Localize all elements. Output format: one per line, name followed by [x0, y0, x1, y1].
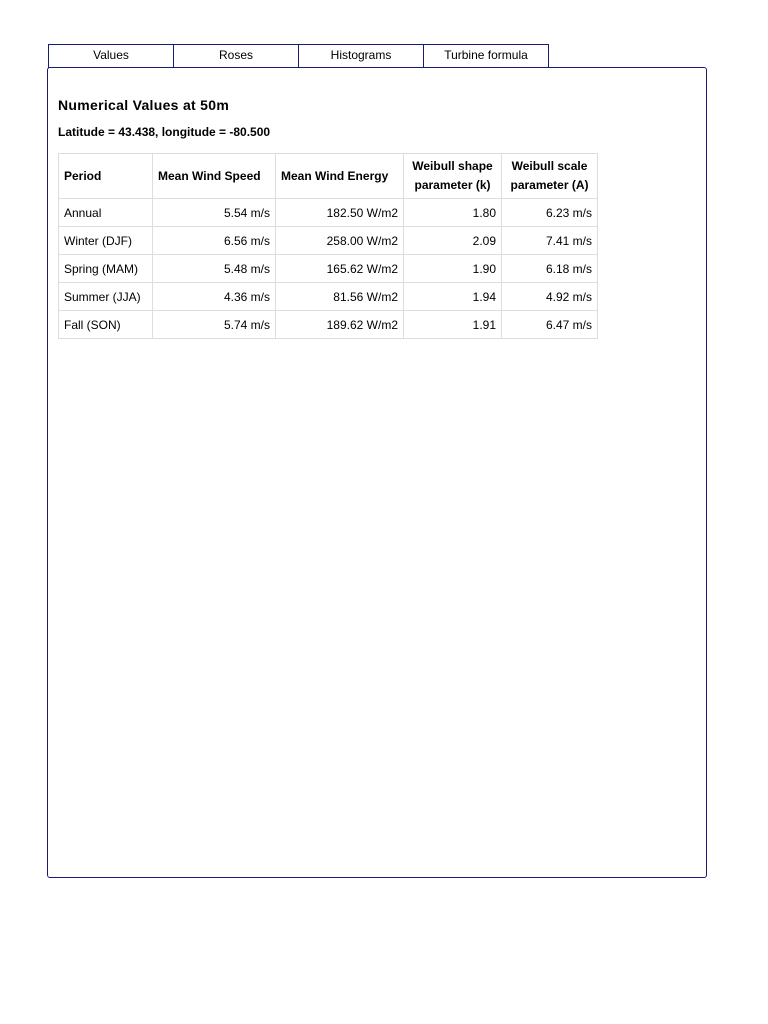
weibull-scale-cell: 7.41 m/s — [502, 227, 598, 255]
panel-title: Numerical Values at 50m — [58, 97, 230, 113]
tab-values[interactable]: Values — [48, 44, 174, 68]
mean-wind-energy-cell: 258.00 W/m2 — [276, 227, 404, 255]
column-header-mean-wind-energy: Mean Wind Energy — [276, 154, 404, 199]
column-header-period: Period — [59, 154, 153, 199]
period-cell: Winter (DJF) — [59, 227, 153, 255]
weibull-shape-cell: 1.90 — [404, 255, 502, 283]
mean-wind-energy-cell: 182.50 W/m2 — [276, 199, 404, 227]
table-row — [59, 311, 598, 339]
weibull-shape-cell: 1.94 — [404, 283, 502, 311]
period-cell: Fall (SON) — [59, 311, 153, 339]
coordinates-label: Latitude = 43.438, longitude = -80.500 — [58, 125, 271, 139]
weibull-shape-cell: 1.91 — [404, 311, 502, 339]
tab-bar — [48, 44, 549, 68]
mean-wind-speed-cell: 5.54 m/s — [153, 199, 276, 227]
period-cell: Summer (JJA) — [59, 283, 153, 311]
weibull-scale-cell: 6.23 m/s — [502, 199, 598, 227]
values-panel — [47, 67, 707, 878]
column-header-mean-wind-speed: Mean Wind Speed — [153, 154, 276, 199]
table-header-row — [59, 154, 598, 199]
table-row — [59, 199, 598, 227]
mean-wind-energy-cell: 165.62 W/m2 — [276, 255, 404, 283]
period-cell: Spring (MAM) — [59, 255, 153, 283]
table-row — [59, 255, 598, 283]
mean-wind-speed-cell: 5.74 m/s — [153, 311, 276, 339]
table-row — [59, 227, 598, 255]
mean-wind-speed-cell: 6.56 m/s — [153, 227, 276, 255]
column-header-weibull-shape: Weibull shape parameter (k) — [404, 154, 502, 199]
weibull-scale-cell: 6.47 m/s — [502, 311, 598, 339]
weibull-shape-cell: 1.80 — [404, 199, 502, 227]
tab-roses[interactable]: Roses — [174, 44, 299, 68]
period-cell: Annual — [59, 199, 153, 227]
values-table — [58, 153, 598, 339]
mean-wind-energy-cell: 189.62 W/m2 — [276, 311, 404, 339]
column-header-weibull-scale: Weibull scale parameter (A) — [502, 154, 598, 199]
weibull-scale-cell: 4.92 m/s — [502, 283, 598, 311]
tab-turbine-formula[interactable]: Turbine formula — [424, 44, 549, 68]
mean-wind-speed-cell: 4.36 m/s — [153, 283, 276, 311]
table-row — [59, 283, 598, 311]
tab-histograms[interactable]: Histograms — [299, 44, 424, 68]
mean-wind-energy-cell: 81.56 W/m2 — [276, 283, 404, 311]
mean-wind-speed-cell: 5.48 m/s — [153, 255, 276, 283]
weibull-shape-cell: 2.09 — [404, 227, 502, 255]
weibull-scale-cell: 6.18 m/s — [502, 255, 598, 283]
